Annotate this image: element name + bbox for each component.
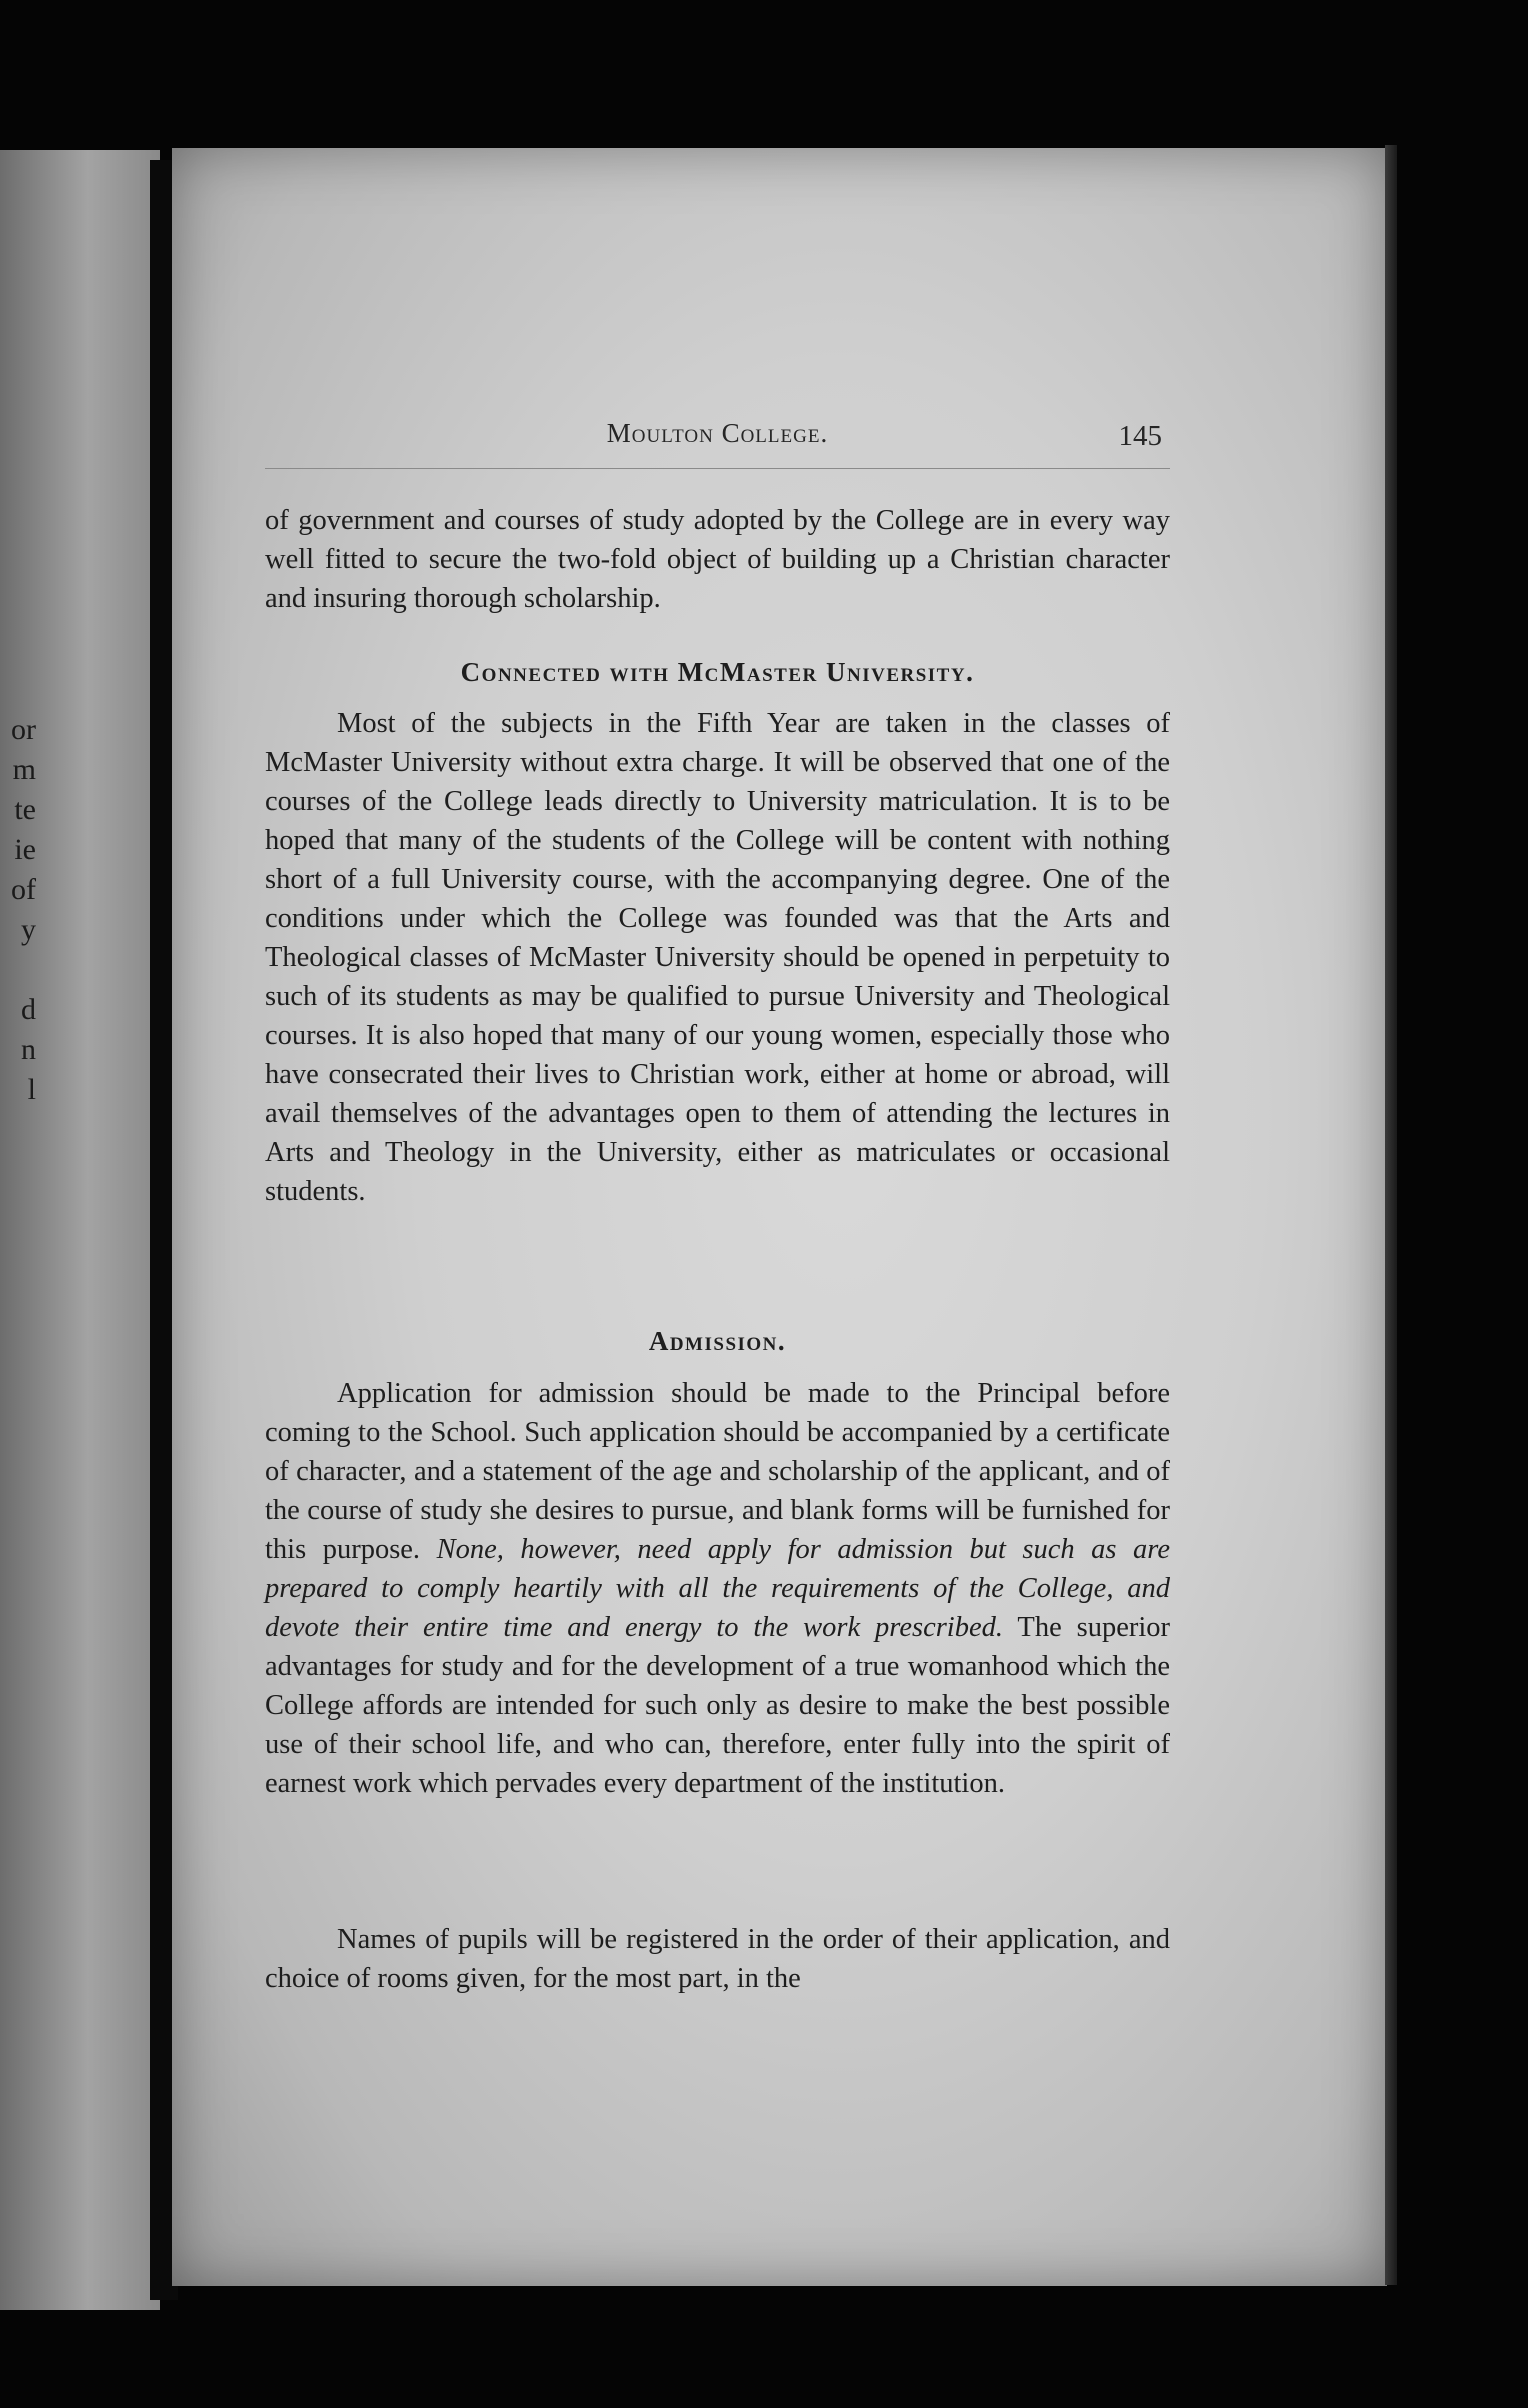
fragment: or [11, 713, 36, 746]
fragment: m [12, 753, 36, 786]
admission-text-tail: The superior advantages for study and for the development of a true womanhood which the College affords are intended for such only as desire to make the best possible use of their school life, and who can, therefore, enter fully into the spirit of earnest work which pervades every department of the institution. [265, 1612, 1171, 1799]
running-head [265, 418, 1170, 458]
page-edge [1385, 145, 1397, 2285]
left-page-text-fragments [0, 710, 40, 1110]
header-rule [265, 468, 1170, 469]
fragment: d [21, 993, 36, 1026]
section-heading-admission: Admission. [648, 1326, 787, 1356]
fragment: n [21, 1033, 36, 1066]
fragment: y [21, 913, 36, 946]
fragment: of [11, 873, 36, 906]
admission-text-italic: None, however, need apply for admission but such as are prepared to comply heartily with all the requirements of the College, and devote their entire time and energy to the work prescribed. [265, 1534, 1170, 1643]
paragraph-registration: Names of pupils will be registered in the order of their application, and choice of rooms given, for the most part, in the [265, 1924, 1170, 1994]
paragraph-admission [265, 1374, 1170, 1803]
section-heading-mcmaster: Connected with McMaster University. [460, 657, 975, 687]
fragment: te [14, 793, 36, 826]
left-page [0, 150, 160, 2310]
paragraph-continued: of government and courses of study adopted by the College are in every way well fitted to secure the two-fold object of building up a Christian character and insuring thorough scholarship. [265, 505, 1170, 614]
fragment: ie [14, 833, 36, 866]
running-head-title: Moulton College. [606, 418, 829, 448]
admission-text-lead: Application for admission should be made to the Principal before coming to the School. Such application should be accompanied by a certificate of character, and a statement of the age and scholarship of the applicant, and of the course of study she desires to pursue, and blank forms will be furnished for this purpose. [265, 1378, 1170, 1565]
page-number: 145 [1118, 420, 1162, 452]
spacer [0, 950, 40, 990]
paragraph-mcmaster: Most of the subjects in the Fifth Year are taken in the classes of McMaster University without extra charge. It will be observed that one of the courses of the College leads directly to University matriculation. It is to be hoped that many of the students of the College will be content with nothing short of a full University course, with the accompanying degree. One of the conditions under which the College was founded was that the Arts and Theological classes of McMaster University should be opened in perpetuity to such of its students as may be qualified to pursue University and Theological courses. It is also hoped that many of our young women, especially those who have consecrated their lives to Christian work, either at home or abroad, will avail themselves of the advantages open to them of attending the lectures in Arts and Theology in the University, either as matriculates or occasional students. [265, 708, 1170, 1207]
fragment: l [27, 1073, 36, 1106]
